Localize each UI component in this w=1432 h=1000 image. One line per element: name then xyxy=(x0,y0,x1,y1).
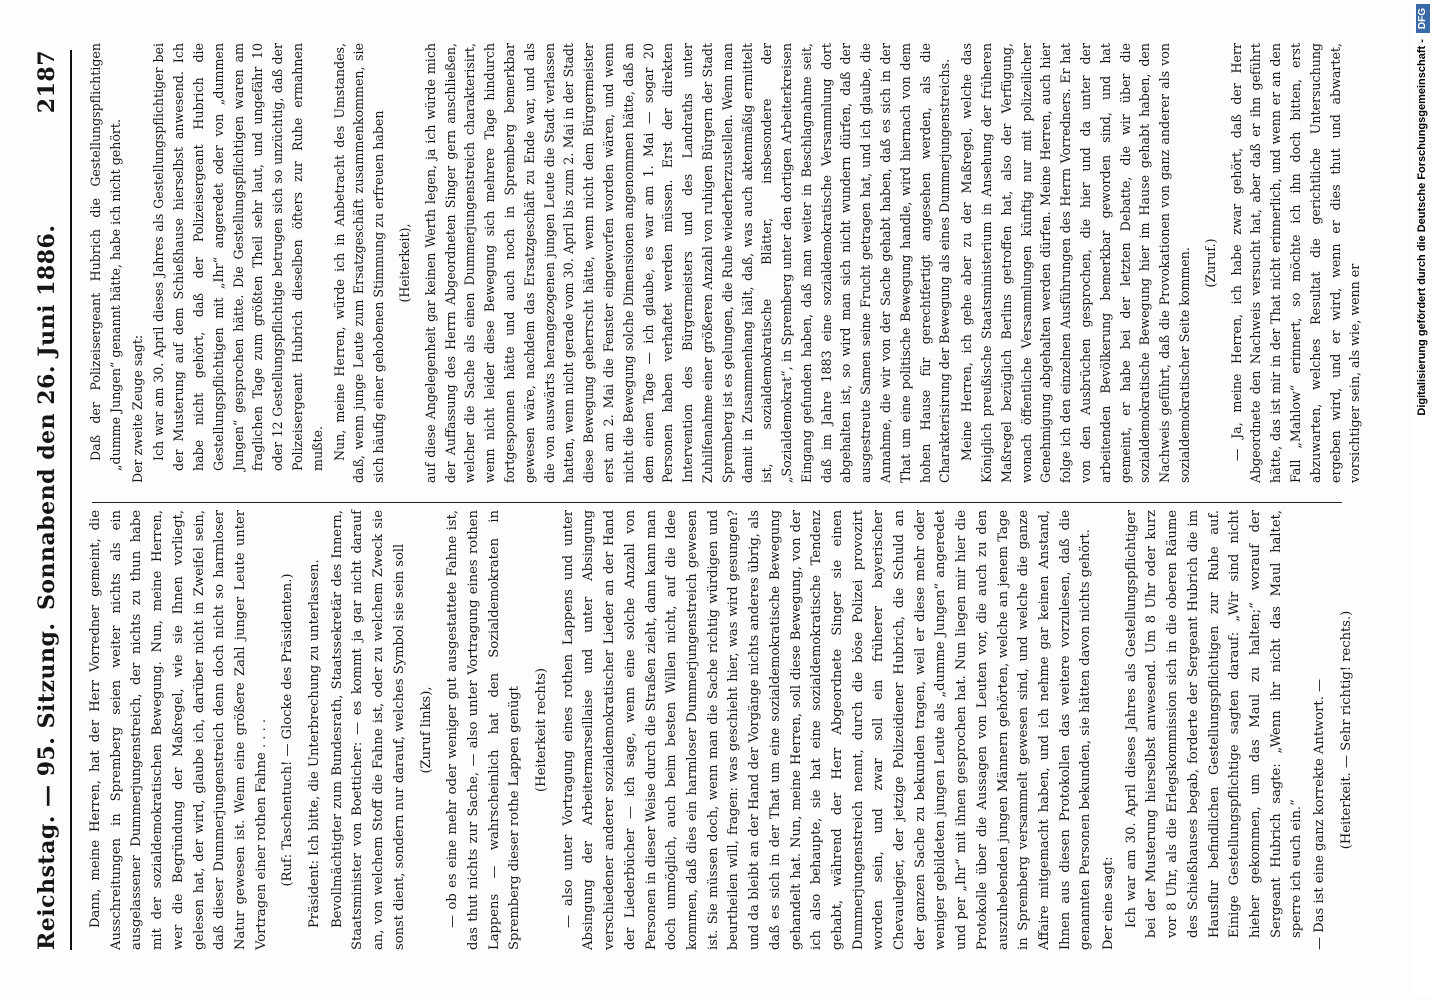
paragraph: Meine Herren, ich gehe aber zu der Maßregel, welche das Königlich preußische Staatsministerium in Ansehung der früheren Maßregel bezüglich Berlins getroffen hat, also der Verfügung, wonach öffentliche Versammlungen künftig nur mit polizeilicher Genehmigung abgehalten werden dürfen. Meine Herren, auch hier folge ich den einzelnen Ausführungen des Herrn Vorredners. Er hat von den Ausbrüchen gesprochen, die hier und da unter der arbeitenden Bevölkerung bemerkbar geworden sind, und hat gemeint, er habe bei der letzten Debatte, die wir über die sozialdemokratische Bewegung hier im Hause gehabt haben, den Nachweis geführt, daß die Provokationen von ganz anderer als von sozialdemokratischer Seite kommen. xyxy=(959,43,1193,483)
quotation: Ich war am 30. April dieses Jahres als Gestellungspflichtiger bei der Musterung hierselbst anwesend. Um 8 Uhr oder kurz vor 8 Uhr, als die Erlegskommission sich in die oberen Räume des Schießhauses begab, forderte der Sergeant Hubrich die im Hausflur befindlichen Gestellungspflichtigen zur Ruhe auf. Einige Gestellungspflichtige sagten darauf: „Wir sind nicht hieher gekommen, um das Maul zu halten;“ worauf der Sergeant Hubrich sagte: „Wenn ihr nicht das Maul haltet, sperre ich euch ein.“ xyxy=(1123,510,1305,938)
paragraph: — Ja, meine Herren, ich habe zwar gehört, daß der Herr Abgeordnete den Nachweis versucht hat, aber daß er ihn geführt hätte, das ist mir in der That nicht erinnerlich, und wenn er an den Fall „Mahlow“ erinnert, so möchte ich ihn doch bitten, erst abzuwarten, welches Resultat die gerichtliche Untersuchung ergeben wird, und er wird, wenn er dies thut und abwartet, vorsichtiger sein, als wie, wenn er xyxy=(1228,43,1363,483)
quotation: Ich war am 30. April dieses Jahres als Gestellungspflichtiger bei der Musterung auf dem Schießhause hierselbst anwesend. Ich habe nicht gehört, daß der Polizeisergeant Hubrich die Gestellungspflichtigen mit „Ihr“ angeredet oder von „dummen Jungen“ gesprochen hätte. Die Gestellungspflichtigen waren am fraglichen Tage zum größten Theil sehr laut, und ungefähr 10 oder 12 Gestellungspflichtige betrugen sich so unzüchtig, daß der Polizeisergeant Hubrich dieselben öfters zur Ruhe ermahnen mußte. xyxy=(151,43,325,471)
paragraph: — also unter Vortragung eines rothen Lappens und unter Absingung der Arbeitermarseillaise und unter Absingung verschiedener anderer sozialdemokratischer Lieder an der Hand der Liederbücher — ich sage, wenn eine solche Anzahl von Personen in dieser Weise durch die Straßen zieht, dann kann man doch unmöglich, auch beim besten Willen nicht, auf die Idee kommen, daß dies ein harmloser Dummerjungenstreich gewesen ist. Sie müssen doch, wenn man die Sache richtig würdigen und beurtheilen will, fragen: was geschieht hier, was wird gesungen? und da bleibt an der Hand der Vorgänge nichts anderes übrig, als daß es sich in der That um eine sozialdemokratische Bewegung gehandelt hat. Nun, meine Herren, soll diese Bewegung, von der ich also behaupte, sie hat eine sozialdemokratische Tendenz gehabt, während der Herr Abgeordnete Singer sie einen Dummerjungenstreich nennt, durch die böse Polizei provozirt worden sein, und zwar soll ein früherer bayerischer Chevaulegier, der jetzige Polizeidiener Hubrich, die Schuld an der ganzen Sache zu bekunden tragen, weil er diese mehr oder weniger gebildeten jungen Leute als „dumme Jungen“ angeredet und per „Ihr“ mit ihnen gesprochen hat. Nun liegen mir hier die Protokolle über die Aussagen von Leuten vor, die auch zu den auszuhebenden jungen Männern gehörten, welche an jenem Tage in Spremberg versammelt gewesen sind, und welche die ganze Affaire mitgemacht haben, und ich nehme gar keinen Anstand, Ihnen aus diesen Protokollen das weitere vorzulesen, daß die genannten Personen bekunden, sie hätten davon nichts gehört. xyxy=(560,510,1094,950)
interjection: (Ruf: Taschentuch! — Glocke des Präsidenten.) xyxy=(280,573,296,887)
paragraph: — ob es eine mehr oder weniger gut ausgestattete Fahne ist, das thut nichts zur Sache, — also unter Vortragung eines rothen Lappens — wahrscheinlich hat den Sozialdemokraten in Spremberg dieser rothe Lappen genügt xyxy=(445,510,523,950)
column-divider xyxy=(92,502,1342,503)
left-column xyxy=(86,510,1363,950)
stamp-text-wrapper xyxy=(1413,4,1431,996)
page-number: 2187 xyxy=(34,50,60,114)
header-rule xyxy=(70,50,72,950)
funding-note: Digitalisierung gefördert durch die Deutsche Forschungsgemeinschaft - xyxy=(1416,39,1428,416)
speaker-paragraph: Präsident: Ich bitte, die Unterbrechung zu unterlassen. xyxy=(307,559,323,928)
interjection: (Heiterkeit. — Sehr richtig! rechts.) xyxy=(1338,610,1354,850)
interjection: (Zuruf links), xyxy=(418,686,434,774)
running-head xyxy=(28,50,72,950)
digitization-stamp xyxy=(1410,4,1432,996)
paragraph: Der zweite Zeuge sagt: xyxy=(129,334,145,483)
header-date: Sonnabend den 26. Juni 1886. xyxy=(34,224,60,610)
interjection: (Zuruf.) xyxy=(1202,238,1218,288)
interjection: (Heiterkeit rechts) xyxy=(534,668,550,792)
paragraph: Der eine sagt: xyxy=(1101,856,1117,950)
quotation: Daß der Polizeisergeant Hubrich die Gestellungspflichtigen „dumme Jungen“ genannt hätte, habe ich nicht gehört. xyxy=(88,43,123,471)
paragraph: Dann, meine Herren, hat der Herr Vorredner gemeint, die Ausschreitungen in Spremberg seien weiter nichts als ein ausgelassener Dummerjungenstreich, der nichts zu thun habe mit der sozialdemokratischen Bewegung. Nun, meine Herren, wer die Begründung der Maßregel, wie sie Ihnen vorliegt, gelesen hat, der wird, glaube ich, darüber nicht in Zweifel sein, daß dieser Dummerjungenstreich denn doch nicht so harmloser Natur gewesen ist. Wenn eine größere Zahl junger Leute unter Vortragen einer rothen Fahne . . . . xyxy=(88,510,269,950)
right-column xyxy=(86,43,1367,483)
dfg-logo: DFG xyxy=(1416,4,1430,33)
interjection: (Heiterkeit), xyxy=(396,223,412,303)
speaker-paragraph: Bevollmächtigter zum Bundesrath, Staatssekretär des Innern, Staatsminister von Boetticher: — es kommt ja gar nicht darauf an, von welchem Stoff die Fahne ist, oder zu welchem Zweck sie sonst dient, sondern nur darauf, welches Symbol sie sein soll xyxy=(329,510,407,950)
paragraph: Nun, meine Herren, würde ich in Anbetracht des Umstandes, daß, wenn junge Leute zum Ersatzgeschäft zusammenkommen, sie sich häufig einer gehobenen Stimmung zu erfreuen haben xyxy=(331,43,387,483)
header-left: Reichstag. — 95. Sitzung. xyxy=(34,622,60,950)
paragraph: — Das ist eine ganz korrekte Antwort. — xyxy=(1312,678,1328,950)
paragraph: auf diese Angelegenheit gar keinen Werth legen, ja ich würde mich der Auffassung des Herrn Abgeordneten Singer gern anschließen, welcher die Sache als einen Dummerjungenstreich charakterisirt, wenn nicht leider diese Bewegung sich mehrere Tage hindurch fortgesponnen hätte und auch noch in Spremberg bemerkbar gewesen wäre, nachdem das Ersatzgeschäft zu Ende war, und als die von auswärts herangezogenen jungen Leute die Stadt verlassen hatten, wenn nicht gerade vom 30. April bis zum 2. Mai in der Stadt diese Bewegung geherrscht hätte, wenn nicht dem Bürgermeister erst am 2. Mai die Fenster eingeworfen worden wären, und wenn nicht die Bewegung solche Dimensionen angenommen hätte, daß an dem einen Tage — ich glaube, es war am 1. Mai — sogar 20 Personen haben verhaftet werden müssen. Erst der direkten Intervention des Bürgermeisters und des Landraths unter Zuhilfenahme einer größeren Anzahl von ruhigen Bürgern der Stadt Spremberg ist es gelungen, die Ruhe wiederherzustellen. Wenn man damit in Zusammenhang hält, daß, was auch aktenmäßig ermittelt ist, sozialdemokratische Blätter, insbesondere der „Sozialdemokrat“, in Spremberg unter den dortigen Arbeiterkreisen Eingang gefunden haben, daß man weiter in Beschlagnahme seit, daß im Jahre 1883 eine sozialdemokratische Versammlung dort abgehalten ist, so wird man sich nicht wundern dürfen, daß der ausgestreute Samen seine Frucht getragen hat, und ich glaube, die Annahme, die wir von der Sache gehabt haben, daß es sich in der That um eine politische Bewegung handle, wird hiernach von dem hohen Hause für gerechtfertigt angesehen werden, als die Charakterisirung der Bewegung als eines Dummerjungenstreichs. xyxy=(422,43,953,483)
